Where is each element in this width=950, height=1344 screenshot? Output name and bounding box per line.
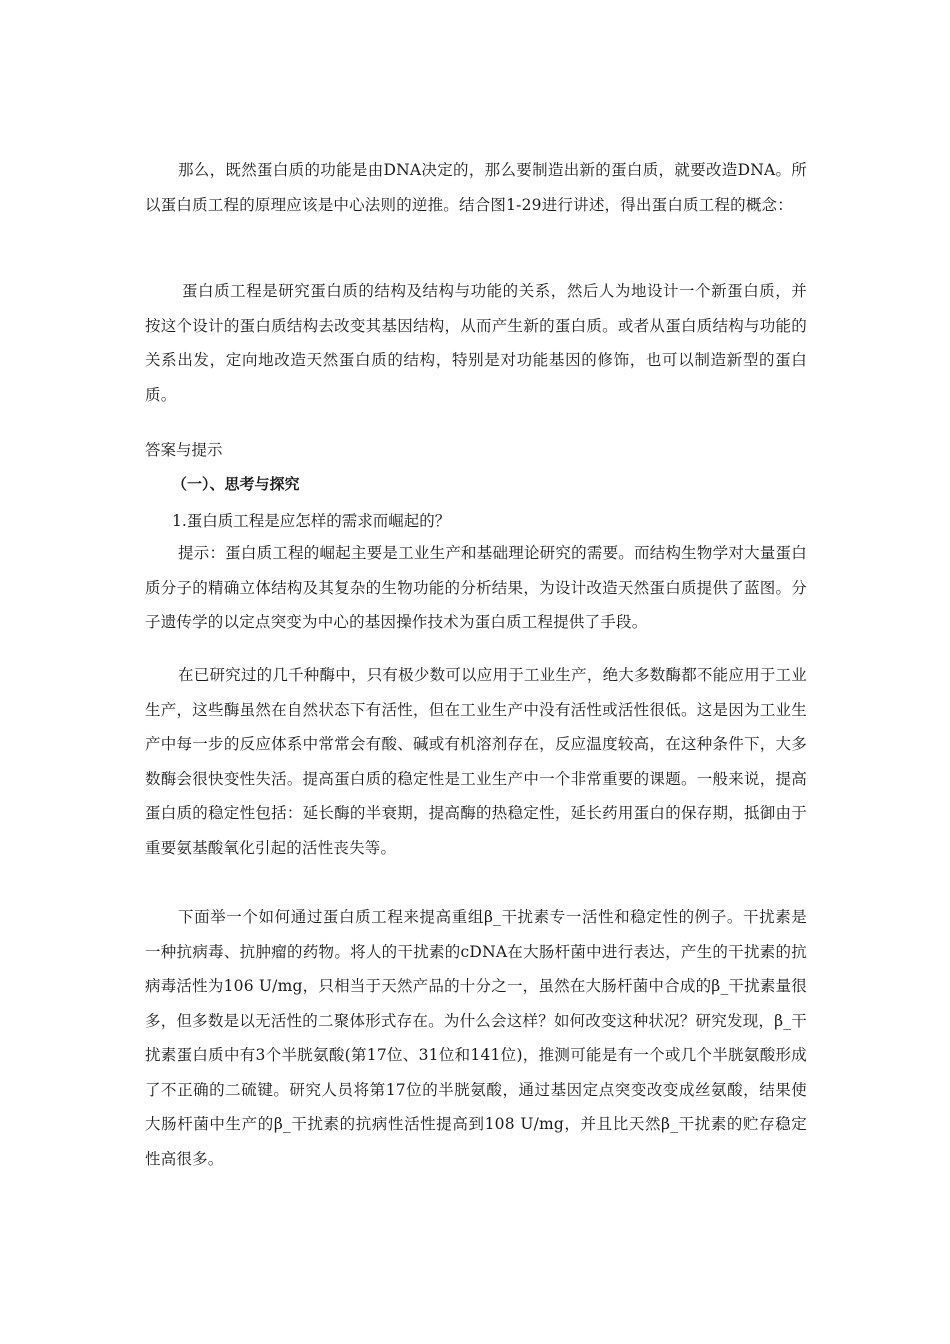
paragraph-hint: 提示：蛋白质工程的崛起主要是工业生产和基础理论研究的需要。而结构生物学对大量蛋白质分子的精确立体结构及其复杂的生物功能的分析结果，为设计改造天然蛋白质提供了蓝图。分子遗传学的以定点突变为中心的基因操作技术为蛋白质工程提供了手段。 [145,544,807,631]
paragraph-protein-engineering-concept: 蛋白质工程是研究蛋白质的结构及结构与功能的关系，然后人为地设计一个新蛋白质，并按这个设计的蛋白质结构去改变其基因结构，从而产生新的蛋白质。或者从蛋白质结构与功能的关系出发，定向地改造天然蛋白质的结构，特别是对功能基因的修饰，也可以制造新型的蛋白质。 [145,282,807,404]
paragraph-interferon-example: 下面举一个如何通过蛋白质工程来提高重组β_干扰素专一活性和稳定性的例子。干扰素是一种抗病毒、抗肿瘤的药物。将人的干扰素的cDNA在大肠杆菌中进行表达，产生的干扰素的抗病毒活性为106 U/mg，只相当于天然产品的十分之一，虽然在大肠杆菌中合成的β_干扰素量很多，但多数是以无活性的二聚体形式存在。为什么会这样？如何改变这种状况？研究发现，β_干扰素蛋白质中有3个半胱氨酸(第17位、31位和141位)，推测可能是有一个或几个半胱氨酸形成了不正确的二硫键。研究人员将第17位的半胱氨酸，通过基因定点突变改变成丝氨酸，结果使大肠杆菌中生产的β_干扰素的抗病性活性提高到108 U/mg，并且比天然β_干扰素的贮存稳定性高很多。 [145,908,807,1168]
paragraph-dna-reverse: 那么，既然蛋白质的功能是由DNA决定的，那么要制造出新的蛋白质，就要改造DNA。所以蛋白质工程的原理应该是中心法则的逆推。结合图1-29进行讲述，得出蛋白质工程的概念： [145,161,807,214]
section-heading: （一）、思考与探究 [172,475,300,493]
paragraph-enzyme-stability: 在已研究过的几千种酶中，只有极少数可以应用于工业生产，绝大多数酶都不能应用于工业生产，这些酶虽然在自然状态下有活性，但在工业生产中没有活性或活性很低。这是因为工业生产中每一步的反应体系中常常会有酸、碱或有机溶剂存在，反应温度较高，在这种条件下，大多数酶会很快变性失活。提高蛋白质的稳定性是工业生产中一个非常重要的课题。一般来说，提高蛋白质的稳定性包括：延长酶的半衰期，提高酶的热稳定性，延长药用蛋白的保存期，抵御由于重要氨基酸氧化引起的活性丧失等。 [145,666,807,857]
answers-heading: 答案与提示 [145,441,223,459]
question-1: 1.蛋白质工程是应怎样的需求而崛起的？ [172,512,451,530]
